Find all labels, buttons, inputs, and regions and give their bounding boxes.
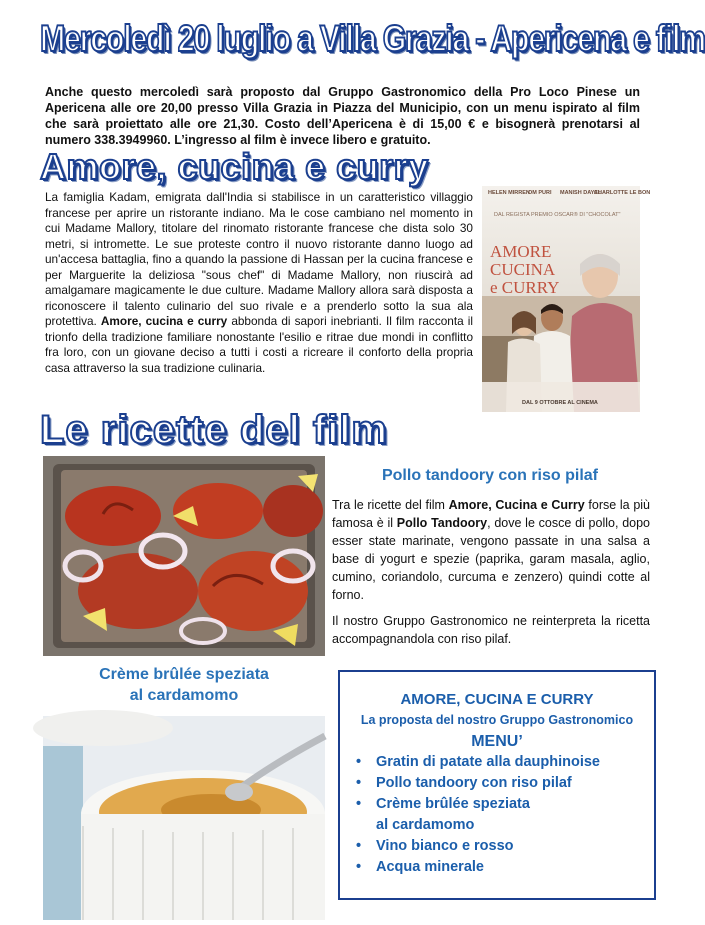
pollo-reinterpretation: Il nostro Gruppo Gastronomico ne reinterpreta la ricetta accompagnandola con riso pilaf. <box>332 614 650 646</box>
menu-title: AMORE, CUCINA E CURRY <box>400 691 594 708</box>
bullet-icon: • <box>356 859 362 875</box>
synopsis-film-name: Amore, cucina e curry <box>100 314 228 328</box>
creme-heading <box>43 664 325 706</box>
poster-release: DAL 9 OTTOBRE AL CINEMA <box>522 400 598 406</box>
poster-title-3: e CURRY <box>490 278 560 297</box>
menu-item-label: Gratin di patate alla dauphinoise <box>376 754 600 770</box>
film-title: Amore, cucina e curry <box>40 146 429 187</box>
menu-item <box>354 857 600 878</box>
menu-item-label: Crème brûlée speziata <box>376 796 530 812</box>
creme-heading-line1: Crème brûlée speziata <box>99 666 269 683</box>
recipes-title: Le ricette del film <box>40 408 388 452</box>
poster-cast-2: OM PURI <box>528 190 552 196</box>
synopsis-text-2: abbonda di sapori inebrianti. Il film racconta il trionfo della tradizione familiare nonostante l'esilio e ritrae due mondi in conflitto fra loro, con un giovane deciso a tutti i costi a ricreare il conforto della propria casa attraverso la sua tradizione culinaria. <box>45 314 474 375</box>
menu-item <box>354 794 600 836</box>
pollo-text-c: forse la più famosa è il <box>332 498 650 530</box>
menu-item <box>354 836 600 857</box>
page-title: Mercoledì 20 luglio a Villa Grazia - Apericena e film <box>40 18 705 59</box>
pollo-film-name: Amore, Cucina e Curry <box>448 498 585 512</box>
menu-box <box>338 670 656 900</box>
pollo-illustration <box>43 456 325 656</box>
synopsis-text-1: La famiglia Kadam, emigrata dall'India si stabilisce in un caratteristico villaggio francese per aprire un ristorante indiano. Ma le cose cambiano nel momento in cui Madame Mallory, titolare del rinomato ristorante francese che dista solo 30 metri, si intromette. Le sue proteste contro il nuovo ristorante danno luogo ad un'accesa battaglia, fino a quando la passione di Hassan per la cucina francese e per Marguerite la deliziosa "sous chef" di Madame Mallory, non riuscirà ad amalgamare magicamente le due culture. Madame Mallory allora sarà disposta a riconoscere il talento culinario del suo rivale e a prenderlo sotto la sua ala protettiva. <box>45 190 473 328</box>
bullet-icon: • <box>356 838 362 854</box>
pollo-description <box>332 496 650 604</box>
pollo-tandoori-photo <box>43 456 325 656</box>
poster-cast-3: MANISH DAYAL <box>560 190 602 196</box>
film-synopsis <box>45 190 473 376</box>
intro-paragraph: Anche questo mercoledì sarà proposto dal Gruppo Gastronomico della Pro Loco Pinese un Apericena alle ore 20,00 presso Villa Grazia in Piazza del Municipio, con un menu ispirato al film che sarà proiettato alle ore 21,30. Costo dell’Apericena è di 15,00 € e bisognerà prenotarsi al numero 338.3949960. L’ingresso al film è invece libero e gratuito. <box>45 85 640 147</box>
pollo-text-a: Tra le ricette del film <box>332 498 449 512</box>
poster-cast-4: CHARLOTTE LE BON <box>594 190 651 196</box>
poster-artwork <box>482 186 640 412</box>
bullet-icon: • <box>356 796 362 812</box>
menu-item-label-cont: al cardamomo <box>376 817 475 833</box>
poster-credit: DAL REGISTA PREMIO OSCAR® DI "CHOCOLAT" <box>494 212 621 218</box>
menu-item <box>354 752 600 773</box>
menu-item-label: Vino bianco e rosso <box>376 838 514 854</box>
bullet-icon: • <box>356 754 362 770</box>
menu-subtitle: La proposta del nostro Gruppo Gastronomico <box>360 713 634 727</box>
poster-title-1: AMORE <box>490 242 552 261</box>
creme-brulee-photo <box>43 716 325 920</box>
menu-item-label: Acqua minerale <box>376 859 484 875</box>
poster-cast-1: HELEN MIRREN <box>488 190 530 196</box>
creme-heading-line2: al cardamomo <box>129 687 239 704</box>
pollo-heading: Pollo tandoory con riso pilaf <box>381 467 598 484</box>
menu-list <box>354 752 600 878</box>
movie-poster <box>482 186 651 412</box>
menu-item-label: Pollo tandoory con riso pilaf <box>376 775 572 791</box>
pollo-text-e: , dove le cosce di pollo, dopo esser state marinate, vengono passate in una salsa a base di yogurt e spezie (paprika, garam masala, aglio, cumino, coriandolo, curcuma e zenzero) quindi cotte al forno. <box>332 516 650 602</box>
menu-item <box>354 773 600 794</box>
creme-illustration <box>43 716 325 920</box>
pollo-dish-name: Pollo Tandoory <box>396 516 488 530</box>
menu-label: MENU’ <box>471 733 523 750</box>
bullet-icon: • <box>356 775 362 791</box>
poster-title-2: CUCINA <box>490 260 556 279</box>
